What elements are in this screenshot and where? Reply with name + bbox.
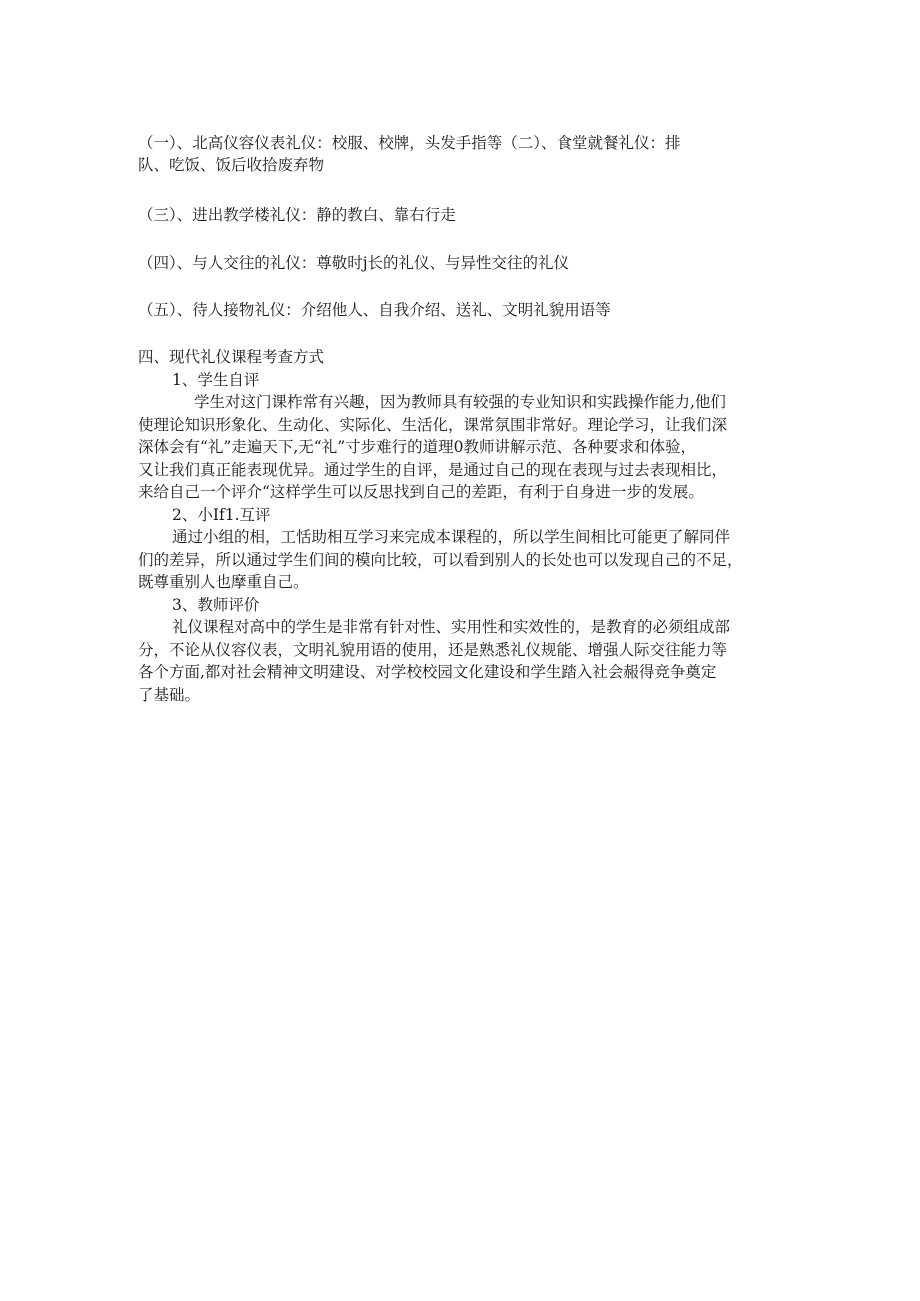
section-heading: 四、现代礼仪课程考查方式: [138, 348, 325, 366]
list-item-1-line-1: （一）、北高仪容仪表礼仪：校服、校牌，头发手指等（二）、食堂就餐礼仪：排: [138, 134, 681, 152]
sub1-line: 来给自己一个评介“这样学生可以反思找到自己的差距，有利于自身进一步的发展。: [138, 483, 704, 501]
list-item-1-line-2: 队、吃饭、饭后收拾废弃物: [138, 156, 325, 174]
assessment-section: [138, 346, 788, 706]
sub1-line: 又让我们真正能表现优异。通过学生的自评，是通过自己的现在表现与过去表现相比，: [138, 460, 728, 479]
sub1-line: 深体会有“礼”走遍天下,无“礼”寸步难行的道理0教师讲解示范、各种要求和体验，: [138, 438, 696, 456]
sub1-line: 使理论知识形象化、生动化、实际化、生活化，课常氛围非常好。理论学习，让我们深: [138, 415, 728, 434]
list-item-3: （三）、进出教学楼礼仪：静的教白、靠右行走: [138, 206, 456, 224]
sub3-line: 各个方面,都对社会精神文明建设、对学校校园文化建设和学生踏入社会赧得竞争奠定: [138, 663, 717, 681]
list-item-1: [138, 132, 788, 176]
sub1-line: 学生对这门课柞常有兴趣，因为教师具有较强的专业知识和实践操作能力,他们: [194, 393, 726, 411]
list-item-4: （四）、与人交往的礼仪：尊敬时j长的礼仪、与异性交往的礼仪: [138, 254, 570, 272]
sub2-line: 通过小组的相，工恬助相互学习来完成本课程的，所以学生间相比可能更了解同伴: [172, 528, 731, 546]
list-item-5: （五）、待人接物礼仪：介绍他人、自我介绍、送礼、文明礼貌用语等: [138, 301, 611, 319]
sub1-title: 1、学生自评: [172, 370, 260, 389]
sub2-title: 2、小If1.互评: [172, 505, 271, 524]
sub3-line: 分，不论从仪容仪表，文明礼貌用语的使用，还是熟悉礼仪规能、增强人际交往能力等: [138, 640, 728, 659]
sub2-line: 们的差异，所以通过学生们间的模向比较，可以看到别人的长处也可以发现自己的不足，: [138, 550, 743, 569]
sub3-line: 了基础。: [138, 685, 201, 704]
sub3-line: 礼仪课程对高中的学生是非常有针对性、实用性和实效性的，是教育的必须组成部: [172, 618, 731, 636]
sub3-title: 3、教师评价: [172, 595, 260, 614]
sub2-line: 既尊重别人也摩重自己。: [138, 573, 309, 591]
